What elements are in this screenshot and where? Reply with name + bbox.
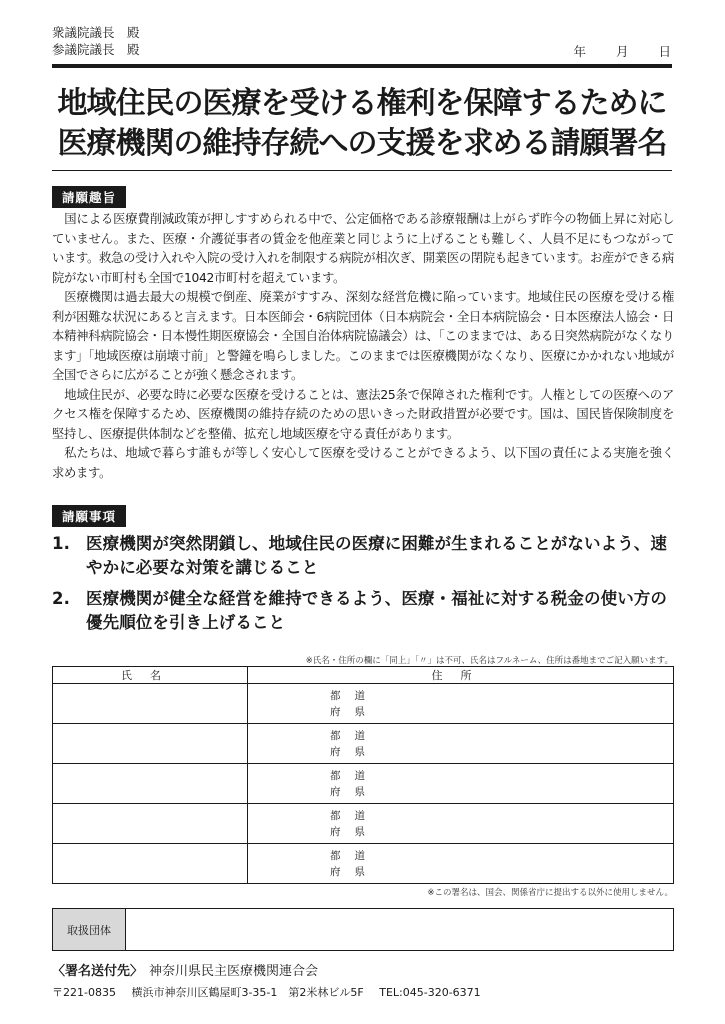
petition-items-label: 請願事項 [52, 505, 126, 527]
signature-table [52, 666, 674, 884]
prefecture-label [330, 768, 673, 800]
address-column-header: 住所 [248, 667, 674, 684]
purport-body [52, 210, 674, 483]
item-text: 医療機関が健全な経営を維持できるよう、医療・福祉に対する税金の使い方の優先順位を引き上げること [86, 589, 667, 632]
prefecture-label [330, 728, 673, 760]
pref-line-2: 府県 [330, 865, 379, 878]
pref-line-1: 都道 [330, 769, 379, 782]
pref-line-1: 都道 [330, 809, 379, 822]
pref-line-1: 都道 [330, 689, 379, 702]
prefecture-label [330, 808, 673, 840]
telephone: TEL:045-320-6371 [379, 986, 481, 999]
addressee-lower-house: 衆議院議長 殿 [52, 25, 140, 40]
signature-note-bottom: ※この署名は、国会、関係省庁に提出する以外に使用しません。 [427, 888, 673, 898]
purport-paragraph: 私たちは、地域で暮らす誰もが等しく安心して医療を受けることができるよう、以下国の責任による実施を強く求めます。 [52, 446, 674, 480]
sender-address-line [52, 984, 493, 1000]
signature-row [53, 684, 674, 724]
pref-line-2: 府県 [330, 785, 379, 798]
address-field[interactable] [248, 844, 674, 884]
signature-row [53, 724, 674, 764]
addressee-upper-house: 参議院議長 殿 [52, 42, 140, 57]
addressee-block [52, 24, 140, 58]
purport-paragraph: 地域住民が、必要な時に必要な医療を受けることは、憲法25条で保障された権利です。人権としての医療へのアクセス権を保障するため、医療機関の維持存続のための思いきった財政措置が必要です。国は、国民皆保険制度を堅持し、医療提供体制などを整備、拡充し地域医療を守る責任があります。 [52, 387, 674, 441]
signature-note-top: ※氏名・住所の欄に「同上」「〃」は不可、氏名はフルネーム、住所は番地までご記入願います。 [305, 656, 673, 666]
purport-paragraph: 医療機関は過去最大の規模で倒産、廃業がすすみ、深刻な経営危機に陥っています。地域住民の医療を受ける権利が困難な状況にあると言えます。日本医師会・6病院団体（日本病院会・全日本病院協会・日本医療法人協会・日本精神科病院協会・日本慢性期医療協会・全国自治体病院協議会）は、「このままでは、ある日突然病院がなくなります」「地域医療は崩壊寸前」と警鐘を鳴らしました。このままでは医療機関がなくなり、医療にかかれない地域が全国でさらに広がることが強く懸念されます。 [52, 290, 674, 382]
name-field[interactable] [53, 844, 248, 884]
pref-line-2: 府県 [330, 705, 379, 718]
address-field[interactable] [248, 724, 674, 764]
top-rule [52, 64, 672, 68]
address-field[interactable] [248, 684, 674, 724]
name-field[interactable] [53, 764, 248, 804]
pref-line-2: 府県 [330, 825, 379, 838]
pref-line-1: 都道 [330, 849, 379, 862]
name-column-header: 氏名 [53, 667, 248, 684]
item-text: 医療機関が突然閉鎖し、地域住民の医療に困難が生まれることがないよう、速やかに必要な対策を講じること [86, 534, 667, 577]
pref-line-1: 都道 [330, 729, 379, 742]
sender-label: 〈署名送付先〉 [52, 964, 144, 979]
item-number: 1. [52, 534, 70, 553]
title-line-1: 地域住民の医療を受ける権利を保障するために [57, 86, 667, 121]
prefecture-label [330, 848, 673, 880]
signature-header-row [53, 667, 674, 684]
purport-label: 請願趣旨 [52, 186, 126, 208]
organization-field[interactable] [126, 909, 673, 950]
name-field[interactable] [53, 724, 248, 764]
purport-paragraph: 国による医療費削減政策が押しすすめられる中で、公定価格である診療報酬は上がらず昨今の物価上昇に対応していません。また、医療・介護従事者の賃金を他産業と同じように上げることも難しく、人員不足にもつながっています。救急の受け入れや入院の受け入れを制限する病院が相次ぎ、開業医の閉院も起きています。お産ができる病院がない市町村も全国で1042市町村を超えています。 [52, 212, 674, 285]
petition-item [52, 532, 677, 580]
item-number: 2. [52, 589, 70, 608]
page-title [52, 84, 672, 164]
prefecture-label [330, 688, 673, 720]
signature-row [53, 844, 674, 884]
title-line-2: 医療機関の維持存続への支援を求める請願署名 [57, 126, 667, 161]
signature-row [53, 764, 674, 804]
name-field[interactable] [53, 684, 248, 724]
signature-row [53, 804, 674, 844]
pref-line-2: 府県 [330, 745, 379, 758]
sender-organization: 神奈川県民主医療機関連合会 [149, 964, 319, 979]
title-rule [52, 170, 672, 171]
sender-line [52, 960, 318, 979]
address-field[interactable] [248, 804, 674, 844]
organization-label: 取扱団体 [53, 909, 126, 950]
date-field: 年 月 日 [573, 44, 671, 59]
petition-items-list [52, 532, 677, 642]
address-field[interactable] [248, 764, 674, 804]
postal-code: 〒221-0835 [52, 986, 116, 999]
name-field[interactable] [53, 804, 248, 844]
street-address: 横浜市神奈川区鶴屋町3-35-1 第2米林ビル5F [131, 986, 364, 999]
petition-item [52, 587, 677, 635]
organization-box [52, 908, 674, 951]
